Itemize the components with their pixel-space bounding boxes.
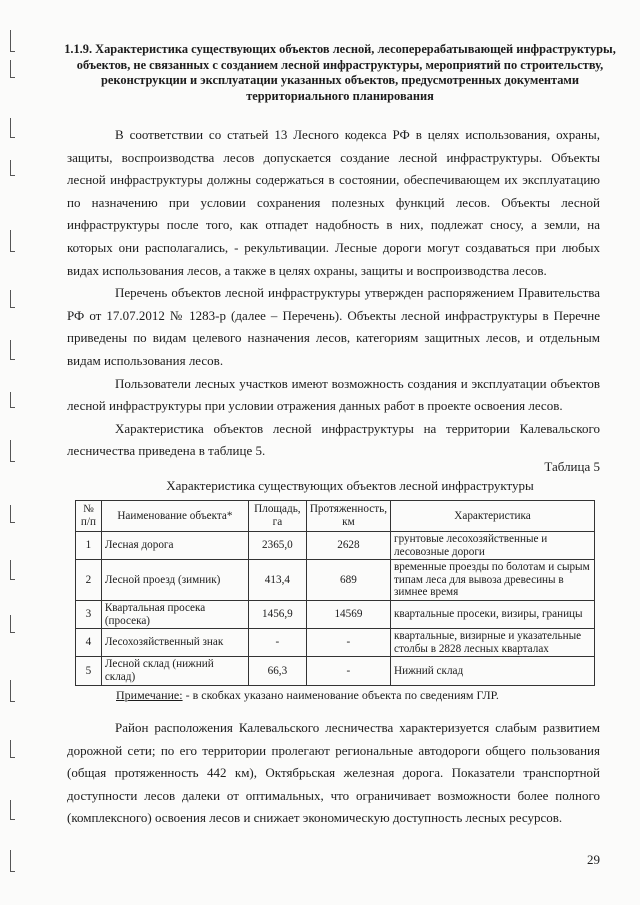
cell-area: - bbox=[248, 629, 306, 657]
cell-description: грунтовые лесохозяйственные и лесовозные дороги bbox=[391, 532, 595, 560]
table-label: Таблица 5 bbox=[544, 459, 600, 474]
cell-length: 689 bbox=[306, 560, 390, 601]
paragraph: В соответствии со статьей 13 Лесного кодекса РФ в целях использования, охраны, защиты, воспроизводства лесов допускается создание лесной инфраструктуры. Объекты лесной инфраструктуры должны содержаться в состоянии, обеспечивающем их эксплуатацию по назначению при условии сохранения полезных функций лесов. Объекты лесной инфраструктуры после того, как отпадет надобность в них, подлежат сносу, а земли, на которых они располагались, - рекультивации. Лесные дороги могут создаваться при любых видах использования лесов, а также в целях охраны, защиты и воспроизводства лесов. bbox=[67, 127, 600, 278]
body-top bbox=[67, 124, 600, 463]
cell-area: 2365,0 bbox=[248, 532, 306, 560]
cell-description: Нижний склад bbox=[391, 657, 595, 685]
cell-name: Квартальная просека (просека) bbox=[101, 600, 248, 628]
cell-description: временные проезды по болотам и сырым типам леса для вывоза древесины в зимнее время bbox=[391, 560, 595, 601]
cell-name: Лесная дорога bbox=[101, 532, 248, 560]
infrastructure-table bbox=[75, 500, 595, 686]
cell-area: 66,3 bbox=[248, 657, 306, 685]
cell-name: Лесохозяйственный знак bbox=[101, 629, 248, 657]
cell-number: 1 bbox=[76, 532, 102, 560]
cell-length: 14569 bbox=[306, 600, 390, 628]
col-header-length: Протяженность, км bbox=[306, 501, 390, 532]
cell-length: - bbox=[306, 629, 390, 657]
body-bottom bbox=[67, 717, 600, 830]
paragraph: Район расположения Калевальского лесничества характеризуется слабым развитием дорожной сети; по его территории пролегают региональные автодороги общего пользования (общая протяженность 442 км), Октябрьская железная дорога. Показатели транспортной доступности лесов далеки от оптимальных, что ограничивает возможности более полного (комплексного) освоения лесов и снижает экономическую доступность лесных ресурсов. bbox=[67, 720, 600, 826]
table-header-row bbox=[76, 501, 595, 532]
cell-area: 413,4 bbox=[248, 560, 306, 601]
cell-description: квартальные просеки, визиры, границы bbox=[391, 600, 595, 628]
page-number: 29 bbox=[587, 852, 600, 867]
note-text: - в скобках указано наименование объекта по сведениям ГЛР. bbox=[182, 688, 499, 702]
cell-number: 2 bbox=[76, 560, 102, 601]
col-header-area: Площадь, га bbox=[248, 501, 306, 532]
cell-length: - bbox=[306, 657, 390, 685]
cell-description: квартальные, визирные и указательные столбы в 2828 лесных кварталах bbox=[391, 629, 595, 657]
col-header-number: № п/п bbox=[76, 501, 102, 532]
paragraph: Пользователи лесных участков имеют возможность создания и эксплуатации объектов лесной инфраструктуры при условии отражения данных работ в проекте освоения лесов. bbox=[67, 375, 600, 414]
table-row bbox=[76, 629, 595, 657]
table-row bbox=[76, 560, 595, 601]
table-row bbox=[76, 657, 595, 685]
cell-number: 5 bbox=[76, 657, 102, 685]
cell-area: 1456,9 bbox=[248, 600, 306, 628]
cell-name: Лесной склад (нижний склад) bbox=[101, 657, 248, 685]
paragraph: Перечень объектов лесной инфраструктуры утвержден распоряжением Правительства РФ от 17.07.2012 № 1283-р (далее – Перечень). Объекты лесной инфраструктуры в Перечне приведены по видам целевого назначения лесов, категориям защитных лесов, и отдельным видам использования лесов. bbox=[67, 285, 600, 368]
table-row bbox=[76, 600, 595, 628]
cell-number: 4 bbox=[76, 629, 102, 657]
cell-number: 3 bbox=[76, 600, 102, 628]
section-heading: 1.1.9. Характеристика существующих объектов лесной, лесоперерабатывающей инфраструктуры, объектов, не связанных с созданием лесной инфраструктуры, мероприятий по строительству, реконструкции и эксплуатации указанных объектов, предусмотренных документами территориального планирования bbox=[64, 42, 616, 103]
table-note bbox=[116, 688, 499, 703]
table-row bbox=[76, 532, 595, 560]
table-caption: Характеристика существующих объектов лесной инфраструктуры bbox=[166, 478, 534, 493]
cell-name: Лесной проезд (зимник) bbox=[101, 560, 248, 601]
paragraph: Характеристика объектов лесной инфраструктуры на территории Калевальского лесничества приведена в таблице 5. bbox=[67, 420, 600, 459]
cell-length: 2628 bbox=[306, 532, 390, 560]
col-header-name: Наименование объекта* bbox=[101, 501, 248, 532]
col-header-description: Характеристика bbox=[391, 501, 595, 532]
binding-margin-marks bbox=[6, 0, 20, 905]
note-label: Примечание: bbox=[116, 688, 183, 702]
